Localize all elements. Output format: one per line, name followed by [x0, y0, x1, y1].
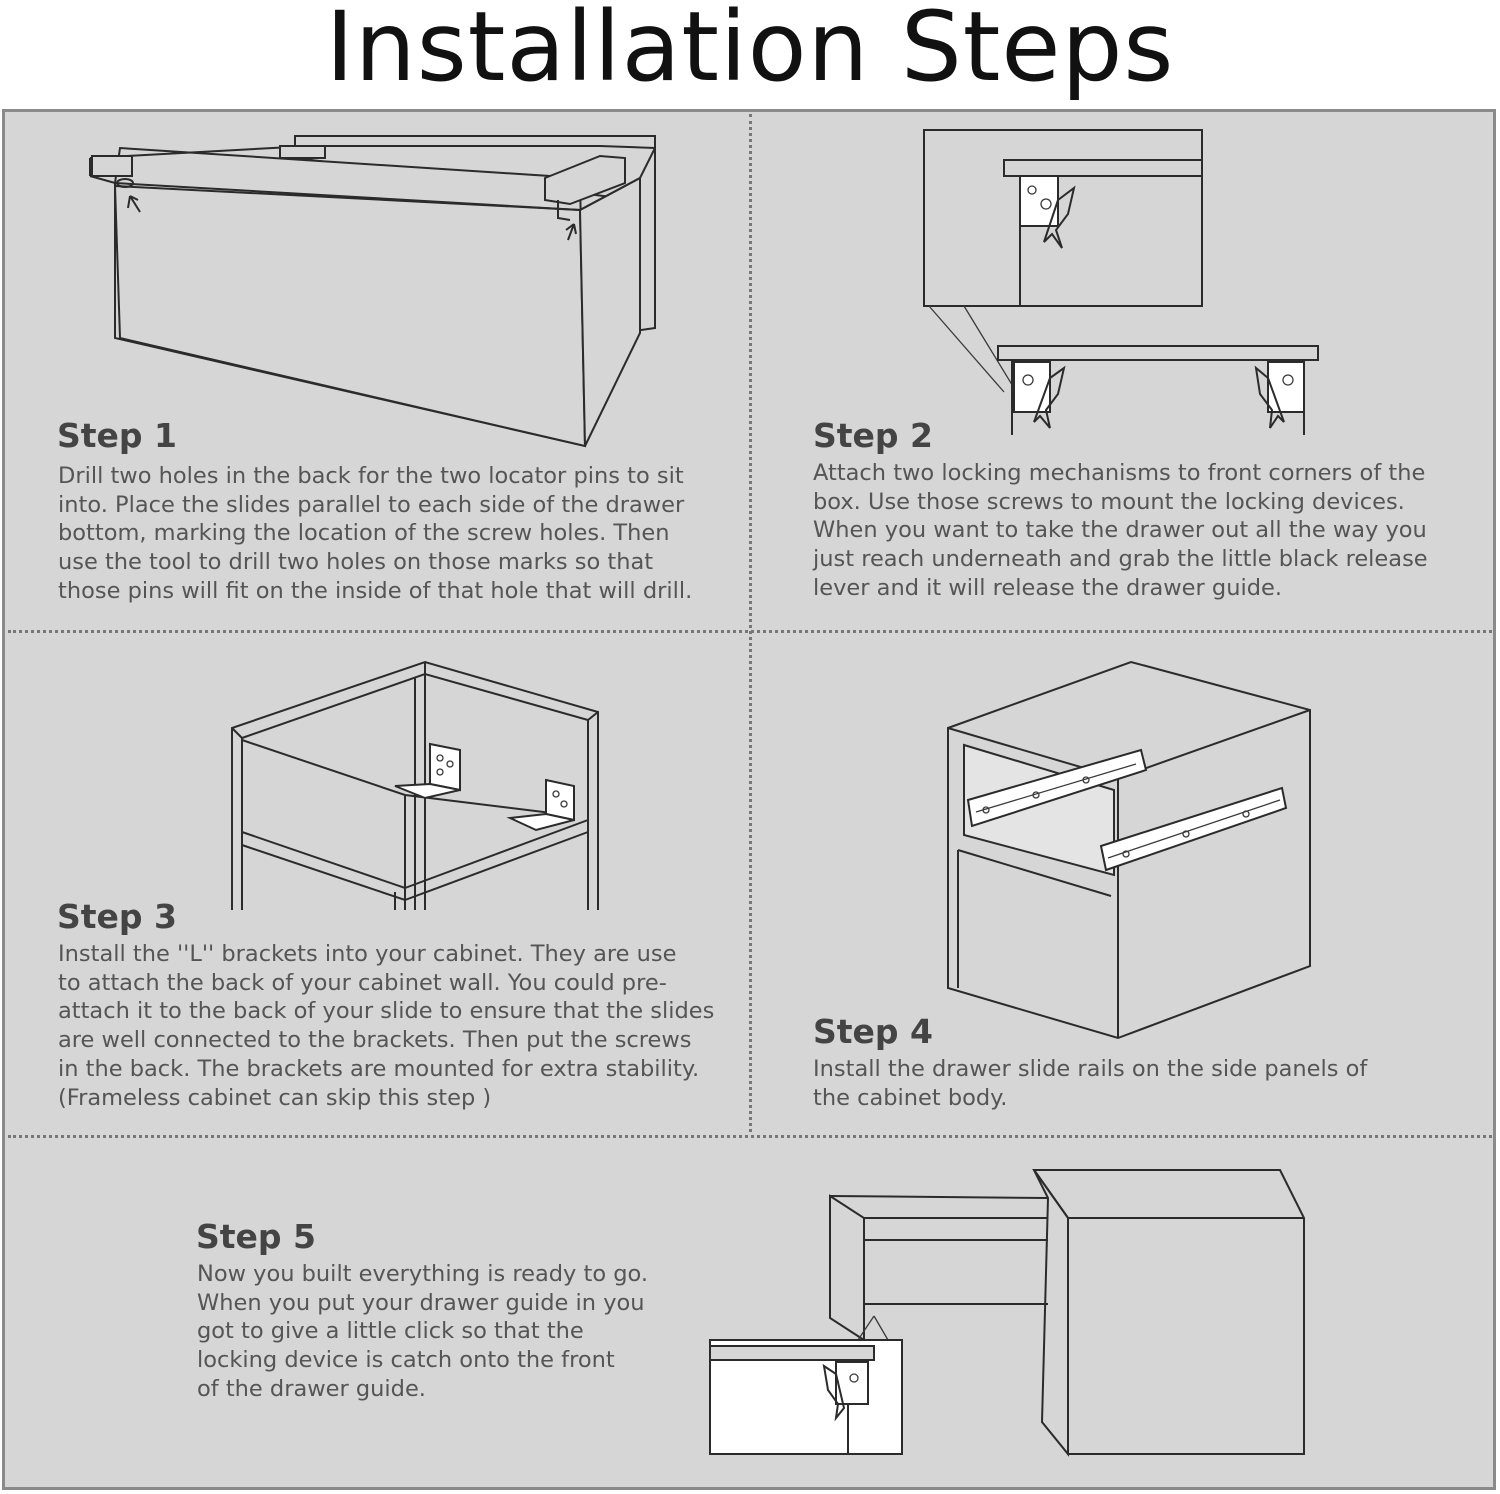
step3-title: Step 3 [57, 897, 177, 936]
step4-description: Install the drawer slide rails on the side panels of the cabinet body. [813, 1056, 1368, 1111]
divider-row-2 [8, 1135, 1492, 1138]
step1-description: Drill two holes in the back for the two locator pins to sit into. Place the slides parallel to each side of the drawer bottom, marking the location of the screw holes. Then use the tool to drill two holes on those marks so that those pins will fit on the inside of that hole that will drill. [58, 463, 693, 604]
step4-title: Step 4 [813, 1012, 933, 1051]
step4-slide-rails-illustration [946, 660, 1312, 1040]
l-bracket-icon [510, 780, 574, 830]
step1-drawer-illustration [80, 128, 670, 448]
step5-title: Step 5 [196, 1217, 316, 1256]
step2-locking-device-illustration [924, 130, 1324, 438]
step3-description: Install the ''L'' brackets into your cabinet. They are use to attach the back of your cabinet wall. You could pre- attach it to the back of your slide to ensure that the slides are well connected to the brackets. Then put the screws in the back. The brackets are mounted for extra stability. (Frameless cabinet can skip this step ) [58, 941, 715, 1111]
step1-title: Step 1 [57, 416, 177, 455]
step2-description: Attach two locking mechanisms to front corners of the box. Use those screws to mount the locking devices. When you want to take the drawer out all the way you just reach underneath and grab the little black release lever and it will release the drawer guide. [813, 460, 1428, 601]
step2-title: Step 2 [813, 416, 933, 455]
divider-column [749, 114, 752, 1132]
step3-bracket-illustration [230, 660, 600, 912]
step5-description: Now you built everything is ready to go. When you put your drawer guide in you got to give a little click so that the locking device is catch onto the front of the drawer guide. [197, 1261, 649, 1402]
step5-drawer-insertion-illustration [708, 1168, 1308, 1456]
l-bracket-icon [395, 744, 460, 798]
page-title: Installation Steps [325, 0, 1175, 103]
